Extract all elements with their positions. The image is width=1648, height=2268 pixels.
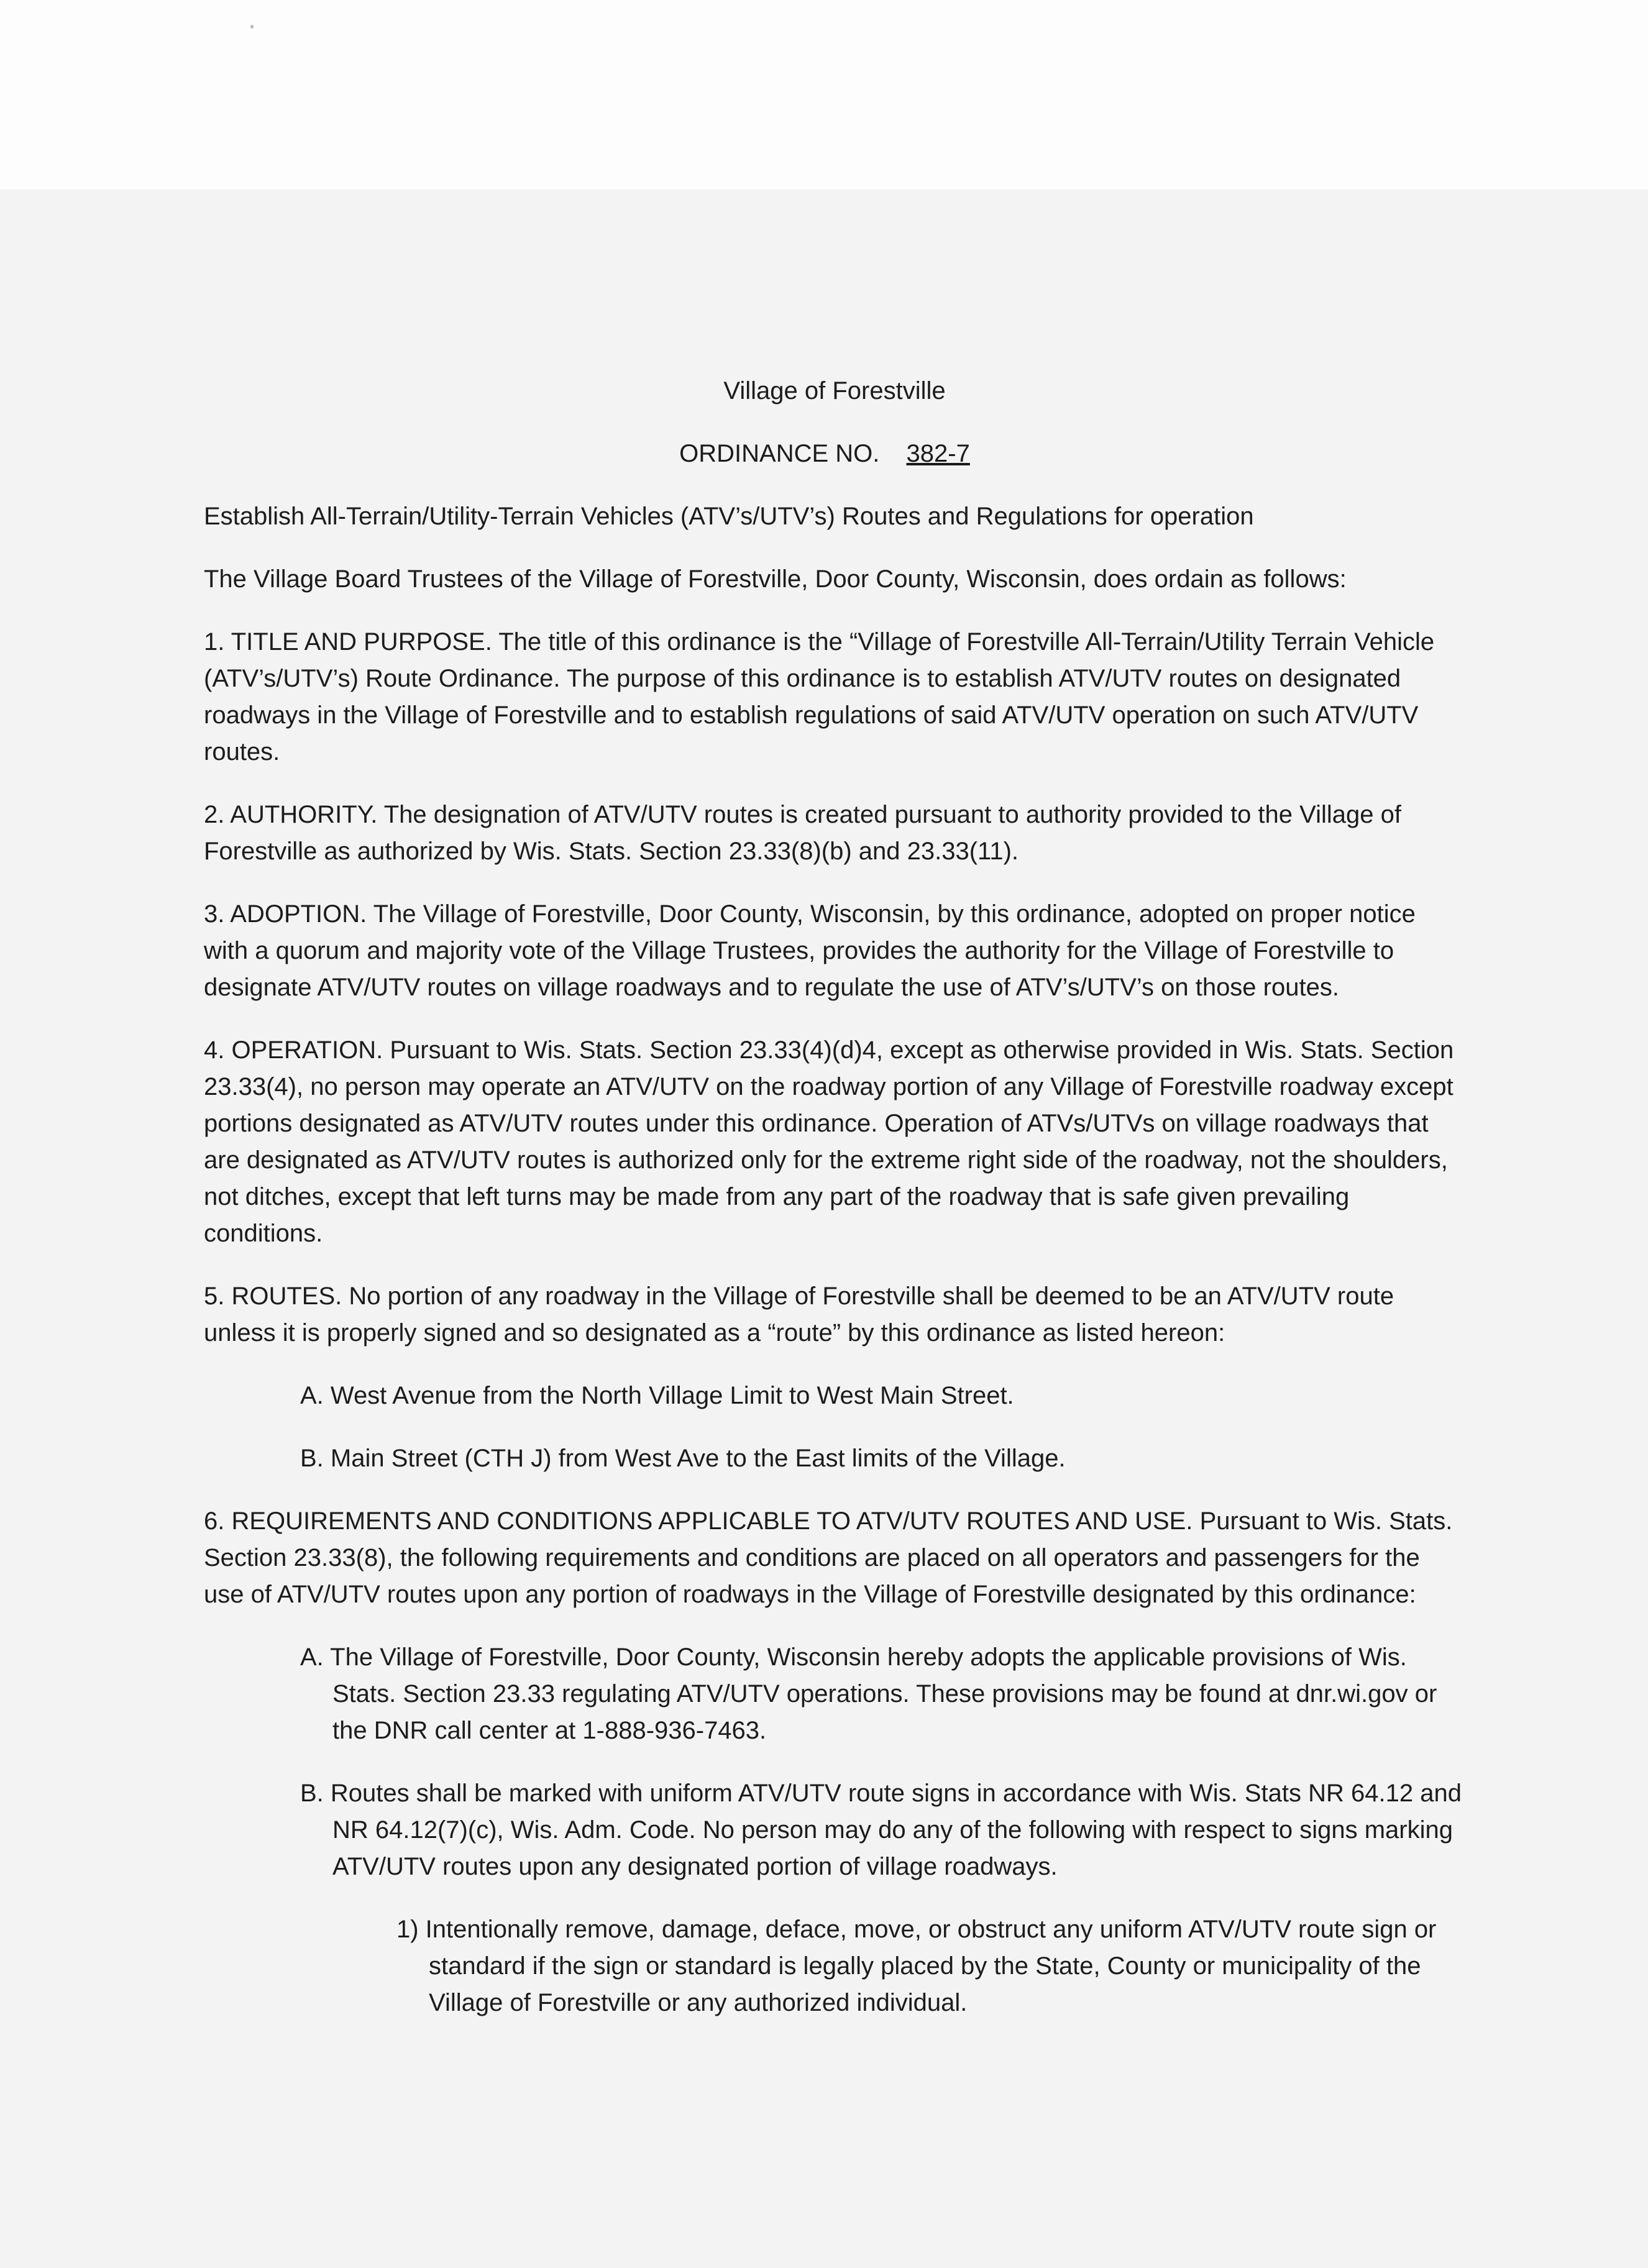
section-requirements: 6. REQUIREMENTS AND CONDITIONS APPLICABLE TO ATV/UTV ROUTES AND USE. Pursuant to Wis. Stats. Section 23.33(8), the following requirements and conditions are placed on all operators and passengers for the use of ATV/UTV routes upon any portion of roadways in the Village of Forestville designated by this ordinance: bbox=[204, 1507, 1453, 1608]
requirement-item-b: B. Routes shall be marked with uniform ATV/UTV route signs in accordance with Wis. Stats NR 64.12 and NR 64.12(7)(c), Wis. Adm. Code. No person may do any of the following with respect to signs marking ATV/UTV routes upon any designated portion of village roadways. bbox=[300, 1780, 1462, 1880]
section-adoption: 3. ADOPTION. The Village of Forestville, Door County, Wisconsin, by this ordinance, adopted on proper notice with a quorum and majority vote of the Village Trustees, provides the authority for the Village of Forestville to designate ATV/UTV routes on village roadways and to regulate the use of ATV’s/UTV’s on those routes. bbox=[204, 900, 1416, 1001]
ordinance-document bbox=[204, 373, 1465, 2047]
ordinance-number: 382-7 bbox=[906, 440, 970, 467]
requirement-subitem-1: 1) Intentionally remove, damage, deface, move, or obstruct any uniform ATV/UTV route sign or standard if the sign or standard is legally placed by the State, County or municipality of the Village of Forestville or any authorized individual. bbox=[396, 1916, 1437, 2016]
section-operation: 4. OPERATION. Pursuant to Wis. Stats. Section 23.33(4)(d)4, except as otherwise provided in Wis. Stats. Section 23.33(4), no person may operate an ATV/UTV on the roadway portion of any Village of Forestville roadway except portions designated as ATV/UTV routes under this ordinance. Operation of ATVs/UTVs on village roadways that are designated as ATV/UTV routes is authorized only for the extreme right side of the roadway, not the shoulders, not ditches, except that left turns may be made from any part of the roadway that is safe given prevailing conditions. bbox=[204, 1036, 1454, 1247]
section-routes: 5. ROUTES. No portion of any roadway in the Village of Forestville shall be deemed to be an ATV/UTV route unless it is properly signed and so designated as a “route” by this ordinance as listed hereon: bbox=[204, 1283, 1394, 1347]
document-heading: Village of Forestville bbox=[723, 377, 946, 405]
requirement-item-a: A. The Village of Forestville, Door County, Wisconsin hereby adopts the applicable provisions of Wis. Stats. Section 23.33 regulating ATV/UTV operations. These provisions may be found at dnr.wi.gov or the DNR call center at 1-888-936-7463. bbox=[300, 1644, 1437, 1744]
scan-top-margin bbox=[0, 0, 1648, 190]
section-authority: 2. AUTHORITY. The designation of ATV/UTV routes is created pursuant to authority provided to the Village of Forestville as authorized by Wis. Stats. Section 23.33(8)(b) and 23.33(11). bbox=[204, 801, 1401, 865]
route-item-b: B. Main Street (CTH J) from West Ave to the East limits of the Village. bbox=[300, 1445, 1066, 1472]
scan-speck bbox=[250, 25, 254, 29]
ordinance-subject: Establish All-Terrain/Utility-Terrain Vehicles (ATV’s/UTV’s) Routes and Regulations for operation bbox=[204, 503, 1254, 530]
section-title-and-purpose: 1. TITLE AND PURPOSE. The title of this ordinance is the “Village of Forestville All-Terrain/Utility Terrain Vehicle (ATV’s/UTV’s) Route Ordinance. The purpose of this ordinance is to establish ATV/UTV routes on designated roadways in the Village of Forestville and to establish regulations of said ATV/UTV operation on such ATV/UTV routes. bbox=[204, 628, 1435, 766]
ordinance-label: ORDINANCE NO. bbox=[679, 440, 880, 467]
ordinance-preamble: The Village Board Trustees of the Village of Forestville, Door County, Wisconsin, does ordain as follows: bbox=[204, 565, 1347, 593]
ordinance-number-line bbox=[204, 436, 1465, 472]
route-item-a: A. West Avenue from the North Village Limit to West Main Street. bbox=[300, 1382, 1014, 1409]
